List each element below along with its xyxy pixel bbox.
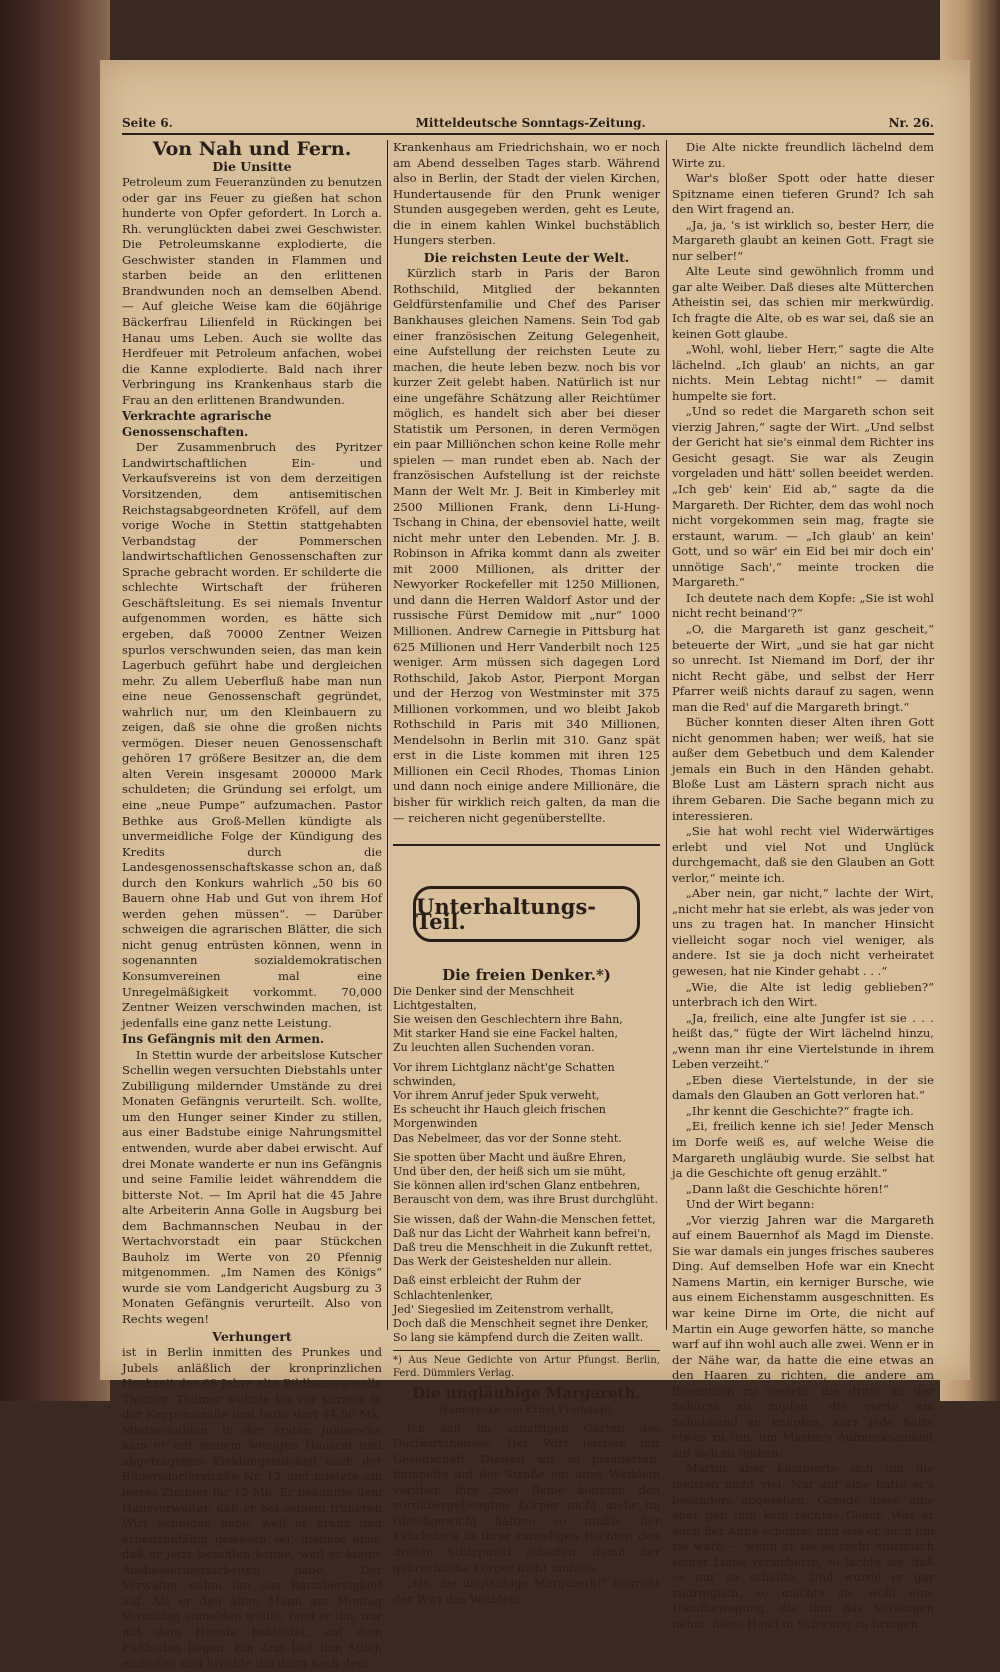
story-text: „Ho, die ungläubige Margareth!“ begrüßt der Wirt das Weiblein. bbox=[393, 1576, 660, 1606]
article-title: Die reichsten Leute der Welt. bbox=[423, 249, 630, 265]
column-3 bbox=[672, 140, 934, 1633]
page-header bbox=[122, 116, 934, 130]
poem-title: Die freien Denker.*) bbox=[442, 966, 611, 985]
column-divider bbox=[666, 140, 667, 1330]
story-subtitle: Humoreske von Ernst Freihaupt. bbox=[438, 1404, 615, 1417]
article-text: ist in Berlin inmitten des Prunkes und Jubels anläßlich der kronprinzlichen Hochzeit der 68 Jahre alte Bildhauergeselle Thumer. Thumer wohnte bis vor kurzem in der Koppenstraße und hatte dort 44,50 Mk. Mietsschulden. In der ersten Juniwoche kam er mit seinem wenigen Hausrat und abgetragenen Kleidungsstücken nach der Rüdersdorferstraße Nr. 12 und mietete ein leeres Zimmer für 15 Mk. Er bekannte dem Hausverwalter, daß er bei seinem früheren Wirt Schulden habe, weil er krank und arbeitsunfähig gewesen sei, glaubte aber, daß er jetzt bezahlen könne, weil er kleine Ausbesserungsarbeiten habe. Der Verwalter nahm ihn aus Barmherzigkeit auf. Als er den alten Mann am Montag Vormittag anmelden wollte, fand er ihn, nur mit dem Hemde bekleidet, auf dem Fußboden liegen. Ein Arzt ließ ihm Milch einflößen und brachte ihn dann nach dem bbox=[122, 1345, 382, 1671]
story-text: „Wohl, wohl, lieber Herr,“ sagte die Alte lächelnd. „Ich glaub' an nichts, an gar nichts. Mein Lebtag nicht!“ — damit humpelte sie fort. bbox=[672, 342, 934, 403]
column-1 bbox=[122, 140, 382, 1672]
story-title: Die ungläubige Margareth. bbox=[412, 1384, 641, 1403]
issue-number: Nr. 26. bbox=[888, 116, 934, 130]
article-title: Verhungert bbox=[212, 1328, 292, 1344]
story-text: Ich saß im schattigen Garten des Dorfwirtshauses. Der Wirt leistete mir Gesellschaft. Dieweil wir so plauderten, humpelte auf der Straße ein altes Weiblein vorüber. Ihre zwei Beine konnten den vornübergebeugten Körper nicht mehr im Gleichgewicht halten; so mußte der Krückstock in ihrer runzeligen Rechten den dritten Stützpunkt schaffen, damit der gebrechliche Körper nicht umfalle. bbox=[393, 1420, 660, 1575]
story-text: „Eben diese Viertelstunde, in der sie damals den Glauben an Gott verloren hat.“ bbox=[672, 1072, 934, 1103]
story-text: „Wie, die Alte ist ledig geblieben?“ unterbrach ich den Wirt. bbox=[672, 979, 934, 1010]
story-text: Martin aber kümmerte sich um die meisten nicht viel. Nur auf eine hatte er's besonders abgesehen. Gerade diese eine aber gab ihm kein rechtes Gehör. Was er auch der Anna schöntat und wie er auch um sie warb — wenn er sie so recht stürmisch seiner Liebe versicherte, so lachte sie, daß es nur so schallte. Und wurde er gar zudringlich, so machte sie wohl eine Handbewegung, die ihm das Verlangen nahm, diese Hand in Schwung zu bringen. bbox=[672, 1461, 934, 1631]
poem-stanza: Vor ihrem Lichtglanz nächt'ge Schatten schwinden, Vor ihrem Anruf jeder Spuk verweht, Es scheucht ihr Hauch gleich frischen Morgenwinden Das Nebelmeer, das vor der Sonne steht. bbox=[393, 1060, 622, 1145]
book-binding-edge bbox=[0, 0, 110, 1401]
header-rule bbox=[122, 133, 934, 135]
poem-stanza: Sie wissen, daß der Wahn-die Menschen fettet, Daß nur das Licht der Wahrheit kann befrei'n, Daß treu die Menschheit in die Zukunft rettet, Das Werk der Geisteshelden nur allein. bbox=[393, 1212, 656, 1269]
story-text: „Sie hat wohl recht viel Widerwärtiges erlebt und viel Not und Unglück durchgemacht, daß sie den Glauben an Gott verlor,“ meinte ich. bbox=[672, 824, 934, 885]
poem-stanza: Die Denker sind der Menschheit Lichtgestalten, Sie weisen den Geschlechtern ihre Bahn, Mit starker Hand sie eine Fackel halten, Zu leuchten allen Suchenden voran. bbox=[393, 984, 623, 1055]
page-number: Seite 6. bbox=[122, 116, 173, 130]
article-title: Ins Gefängnis mit den Armen. bbox=[122, 1032, 325, 1047]
story-text: „Ei, freilich kenne ich sie! Jeder Mensch im Dorfe weiß es, auf welche Weise die Margareth ungläubig wurde. Sie selbst hat ja die Geschichte oft genug erzählt.“ bbox=[672, 1119, 934, 1181]
story-text: „Und so redet die Margareth schon seit vierzig Jahren,“ sagte der Wirt. „Und selbst der Gericht hat sie's einmal dem Richter ins Gesicht gesagt. Sie war als Zeugin vorgeladen und hätt' sollen beeidet werden. „Ich geb' kein' Eid ab,“ sagte da die Margareth. Der Richter, dem das wohl noch nicht vorgekommen sein mag, fragte sie erstaunt, warum. — „Ich glaub' an kein' Gott, und so wär' ein Eid bei mir doch ein' unnötige Sach',“ meinte trocken die Margareth.“ bbox=[672, 404, 934, 590]
story-text: „Aber nein, gar nicht,“ lachte der Wirt, „nicht mehr hat sie erlebt, als was jeder von uns zu tragen hat. In mancher Hinsicht vielleicht sogar noch viel weniger, als andere. Ist sie ja doch nicht verheiratet gewesen, hat nie Kinder gehabt . . .“ bbox=[672, 886, 934, 978]
ornamental-banner bbox=[393, 844, 660, 964]
article-text: Kürzlich starb in Paris der Baron Rothschild, Mitglied der bekannten Geldfürstenfamilie und Chef des Pariser Bankhauses gleichen Namens. Sein Tod gab einer französischen Zeitung Gelegenheit, eine Aufstellung der reichsten Leute zu machen, die heute leben bezw. noch bis vor kurzer Zeit gelebt haben. Natürlich ist nur eine ungefähre Schätzung aller Reichtümer möglich, es handelt sich aber bei dieser Statistik um Personen, in deren Vermögen ein paar Milliönchen schon keine Rolle mehr spielen — man rundet eben ab. Nach der französischen Aufstellung ist der reichste Mann der Welt Mr. J. Beit in Kimberley mit 2500 Millionen Frank, denn Li-Hung-Tschang in China, der ebensoviel hatte, weilt nicht mehr unter den Lebenden. Mr. J. B. Robinson in Afrika kommt dann als zweiter mit 2000 Millionen, als dritter der Newyorker Rockefeller mit 1250 Millionen, und dann die Herren Waldorf Astor und der russische Fürst Demidow mit „nur“ 1000 Millionen. Andrew Carnegie in Pittsburg hat 625 Millionen und Herr Vanderbilt noch 125 weniger. Arm müssen sich dagegen Lord Rothschild, Jakob Astor, Pierpont Morgan und der Herzog von Westminster mit 375 Millionen vorkommen, und wo bleibt Jakob Rothschild in Paris mit 340 Millionen, Mendelsohn in Berlin mit 310. Ganz spät erst in die Liste kommen mit ihren 125 Millionen ein Cecil Rhodes, Thomas Linion und dann noch einige andere Millionäre, die bisher für wirklich reich galten, da man die — reicheren nicht gegenüberstellte. bbox=[393, 266, 660, 825]
story-text: „O, die Margareth ist ganz gescheit,“ beteuerte der Wirt, „und sie hat gar nicht so unrecht. Ist Niemand im Dorf, der ihr nicht Recht gäbe, und selbst der Herr Pfarrer weiß nichts darauf zu sagen, wenn man die Red' auf die Margareth bringt.“ bbox=[672, 621, 934, 714]
newspaper-title: Mitteldeutsche Sonntags-Zeitung. bbox=[415, 116, 646, 130]
article-title: Verkrachte agrarische Genossenschaften. bbox=[122, 409, 272, 439]
story-text: War's bloßer Spott oder hatte dieser Spitzname einen tieferen Grund? Ich sah den Wirt fragend an. bbox=[672, 171, 934, 217]
column-divider bbox=[387, 140, 388, 1330]
story-text: Alte Leute sind gewöhnlich fromm und gar alte Weiber. Daß dieses alte Mütterchen Atheistin sei, das schien mir merkwürdig. Ich fragte die Alte, ob es war sei, daß sie an keinen Gott glaube. bbox=[672, 264, 934, 341]
banner-title: Unterhaltungs-Teil. bbox=[413, 886, 640, 942]
column-2 bbox=[393, 140, 660, 1607]
story-text: Und der Wirt begann: bbox=[685, 1197, 815, 1212]
article-text: In Stettin wurde der arbeitslose Kutscher Schellin wegen versuchten Diebstahls unter Zubilligung mildernder Umstände zu drei Monaten Gefängnis verurteilt. Sch. wollte, um den Hunger seiner Kinder zu stillen, aus einer Badstube einige Nahrungsmittel entwenden, wurde aber dabei erwischt. Auf drei Monate wanderte er nun ins Gefängnis und seine Familie leidet währenddem die bitterste Not. — Im April hat die 45 Jahre alte Arbeiterin Anna Golle in Augsburg bei dem Bachmannschen Neubau in der Wertachvorstadt ein paar Stückchen Bauholz im Werte von 20 Pfennig mitgenommen. „Im Namen des Königs“ wurde sie vom Landgericht Augsburg zu 3 Monaten Gefängnis verurteilt. Also von Rechts wegen! bbox=[122, 1047, 382, 1327]
poem-stanza: Sie spotten über Macht und äußre Ehren, Und über den, der heiß sich um sie müht, Sie können allen ird'schen Glanz entbehren, Berauscht von dem, was ihre Brust durchglüht. bbox=[393, 1150, 658, 1207]
article-text: Krankenhaus am Friedrichshain, wo er noch am Abend desselben Tages starb. Während also in Berlin, der Stadt der vielen Kirchen, Hundertausende für den Prunk weniger Stunden ausgegeben werden, geht es Leute, die in einem kahlen Winkel buchstäblich Hungers sterben. bbox=[393, 140, 660, 248]
story-text: Die Alte nickte freundlich lächelnd dem Wirte zu. bbox=[672, 140, 934, 170]
article-text: Petroleum zum Feueranzünden zu benutzen oder gar ins Feuer zu gießen hat schon hunderte von Opfer gefordert. In Lorch a. Rh. verunglückten dabei zwei Geschwister. Die Petroleumskanne explodierte, die Geschwister standen in Flammen und starben beide an den erlittenen Brandwunden noch an demselben Abend. — Auf gleiche Weise kam die 60jährige Bäckerfrau Lilienfeld in Rückingen bei Hanau ums Leben. Auch sie wollte das Herdfeuer mit Petroleum anfachen, wobei die Kanne explodierte. Bald nach ihrer Verbringung ins Krankenhaus starb die Frau an den erlittenen Brandwunden. bbox=[122, 175, 382, 407]
article-title: Die Unsitte bbox=[212, 158, 292, 174]
poem-stanza: Daß einst erbleicht der Ruhm der Schlachtenlenker, Jed' Siegeslied im Zeitenstrom verhallt, Doch daß die Menschheit segnet ihre Denker, So lang sie kämpfend durch die Zeiten wallt. bbox=[393, 1274, 649, 1345]
article-text: Der Zusammenbruch des Pyritzer Landwirtschaftlichen Ein- und Verkaufsvereins ist von dem derzeitigen Vorsitzenden, dem antisemitischen Reichstagsabgeordneten Kröfell, auf dem vorige Woche in Stettin stattgehabten Verbandstag der Pommerschen landwirtschaftlichen Genossenschaften zur Sprache gebracht worden. Er schilderte die schlechte Wirtschaft der früheren Geschäftsleitung. Es sei niemals Inventur aufgenommen worden, es hätte sich ergeben, daß 70000 Zentner Weizen spurlos verschwunden seien, das man kein Lagerbuch geführt habe und dergleichen mehr. Zu allem Ueberfluß habe man nun eine neue Genossenschaft gegründet, wahrlich nur, um den Kleinbauern zu zeigen, daß sie ohne die großen nichts vermögen. Dieser neuen Genossenschaft gehören 17 größere Besitzer an, die dem alten Verein insgesamt 200000 Mark schuldeten; die Gründung sei erfolgt, um eine „neue Pumpe“ aufzumachen. Pastor Bethke aus Groß-Mellen kündigte als unvermeidliche Folge der Kündigung des Kredits durch die Landesgenossenschaftskasse schon an, daß durch den Konkurs wahrlich „50 bis 60 Bauern ohne Hab und Gut von ihrem Hof werden gehen müssen“. — Darüber schweigen die agrarischen Blätter, die sich nicht genug entrüsten können, wenn in sogenannten sozialdemokratischen Konsumvereinen mal eine Unregelmäßigkeit vorkommt. 70,000 Zentner Weizen verschwinden machen, ist jedenfalls eine ganz nette Leistung. bbox=[122, 440, 382, 1030]
story-text: „Vor vierzig Jahren war die Margareth auf einem Bauernhof als Magd im Dienste. Sie war damals ein junges frisches sauberes Ding. Auf demselben Hofe war ein Knecht Namens Martin, ein kerniger Bursche, wie aus einem Eichenstamm ausgeschnitten. Es war keine Dirne im Orte, die nicht auf Martin ein Auge geworfen hätte, so manche warf auf ihn wohl auch alle zwei. Wenn er in der Nähe war, da hatte die eine etwas an den Haaren zu richten, die andere am Busentuch zu nesteln, die dritte an der Schürze zu zupfen, die vierte am Schuhband zu knüpfen, kurz jede hatte etwas zu tun, um Martin's Aufmerksamkeit auf sich zu lenken. bbox=[672, 1212, 934, 1460]
story-text: „Ja, ja, 's ist wirklich so, bester Herr, die Margareth glaubt an keinen Gott. Fragt sie nur selber!“ bbox=[672, 217, 934, 263]
footnote: *) Aus Neue Gedichte von Artur Pfungst. Berlin, Ferd. Dümmlers Verlag. bbox=[393, 1350, 660, 1380]
story-text: Ich deutete nach dem Kopfe: „Sie ist wohl nicht recht beinand'?“ bbox=[672, 590, 934, 621]
story-text: „Dann laßt die Geschichte hören!“ bbox=[685, 1181, 889, 1196]
story-text: „Ihr kennt die Geschichte?“ fragte ich. bbox=[685, 1103, 914, 1118]
story-text: „Ja, freilich, eine alte Jungfer ist sie . . . heißt das,“ fügte der Wirt lächelnd hinzu, „wenn man ihr eine Viertelstunde in ihrem Leben verzeiht.“ bbox=[672, 1010, 934, 1072]
section-title: Von Nah und Fern. bbox=[152, 138, 352, 160]
story-text: Bücher konnten dieser Alten ihren Gott nicht genommen haben; wer weiß, hat sie außer dem Gebetbuch und dem Kalender jemals ein Buch in den Händen gehabt. Bloße Lust am Lästern sprach nicht aus ihrem Gebaren. Die Sache begann mich zu interessieren. bbox=[672, 715, 934, 823]
